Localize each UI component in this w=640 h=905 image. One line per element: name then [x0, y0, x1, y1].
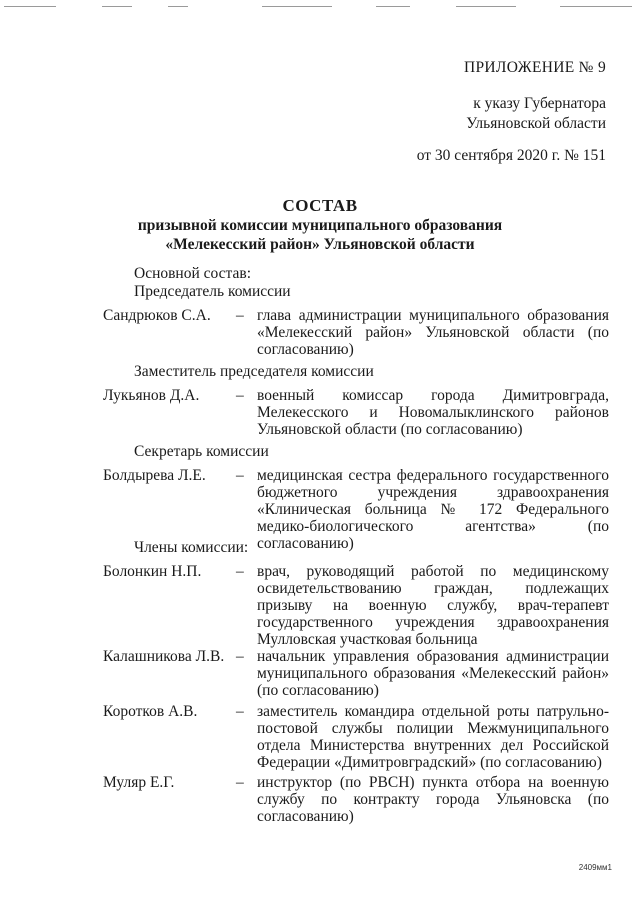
member-position: военный комиссар города Димитровграда, Мелекесского и Новомалыклинского районов Ульяновской области (по согласованию)	[257, 387, 609, 438]
member-position: заместитель командира отдельной роты патрульно-постовой службы полиции Межмуниципального отдела Министерства внутренних дел Российской Федерации «Димитровградский» (по согласованию)	[257, 703, 609, 771]
member-position: начальник управления образования администрации муниципального образования «Мелекесский район» (по согласованию)	[257, 648, 609, 699]
member-name: Калашникова Л.В.	[103, 648, 225, 665]
section-chair: Председатель комиссии	[134, 283, 291, 300]
section-secretary: Секретарь комиссии	[134, 443, 269, 460]
decree-line-2: Ульяновской области	[466, 115, 606, 132]
scan-edge-marks	[0, 6, 640, 12]
member-name: Коротков А.В.	[103, 703, 198, 720]
dash-separator: –	[236, 467, 244, 484]
decree-date: от 30 сентября 2020 г. № 151	[416, 147, 606, 164]
member-position: глава администрации муниципального образования «Мелекесский район» Ульяновской области (по согласованию)	[257, 307, 609, 358]
document-title	[0, 195, 640, 254]
dash-separator: –	[236, 648, 244, 665]
title-line-3: «Мелекесский район» Ульяновской области	[165, 236, 475, 253]
document-code: 2409мм1	[578, 863, 612, 872]
member-name: Болдырева Л.Е.	[103, 467, 206, 484]
member-position: врач, руководящий работой по медицинскому освидетельствованию граждан, подлежащих призыву на военную службу, врач-терапевт государственного учреждения здравоохранения Мулловская участковая больница	[257, 563, 609, 648]
member-position: медицинская сестра федерального государственного бюджетного учреждения здравоохранения «Клиническая больница № 172 Федерального медико-биологического агентства» (по согласованию)	[257, 467, 609, 552]
section-main: Основной состав:	[134, 265, 252, 282]
dash-separator: –	[236, 307, 244, 324]
member-name: Лукьянов Д.А.	[103, 387, 200, 404]
section-members: Члены комиссии:	[134, 539, 249, 556]
member-name: Болонкин Н.П.	[103, 563, 202, 580]
member-position: инструктор (по РВСН) пункта отбора на военную службу по контракту города Ульяновска (по согласованию)	[257, 774, 609, 825]
dash-separator: –	[236, 703, 244, 720]
appendix-label: ПРИЛОЖЕНИЕ № 9	[463, 59, 606, 76]
decree-line-1: к указу Губернатора	[473, 95, 606, 112]
title-line-1: СОСТАВ	[282, 196, 358, 215]
dash-separator: –	[236, 563, 244, 580]
title-line-2: призывной комиссии муниципального образования	[137, 217, 503, 234]
dash-separator: –	[236, 774, 244, 791]
dash-separator: –	[236, 387, 244, 404]
decree-reference	[466, 94, 606, 134]
section-deputy: Заместитель председателя комиссии	[134, 363, 374, 380]
member-name: Сандрюков С.А.	[103, 307, 211, 324]
member-name: Муляр Е.Г.	[103, 774, 175, 791]
